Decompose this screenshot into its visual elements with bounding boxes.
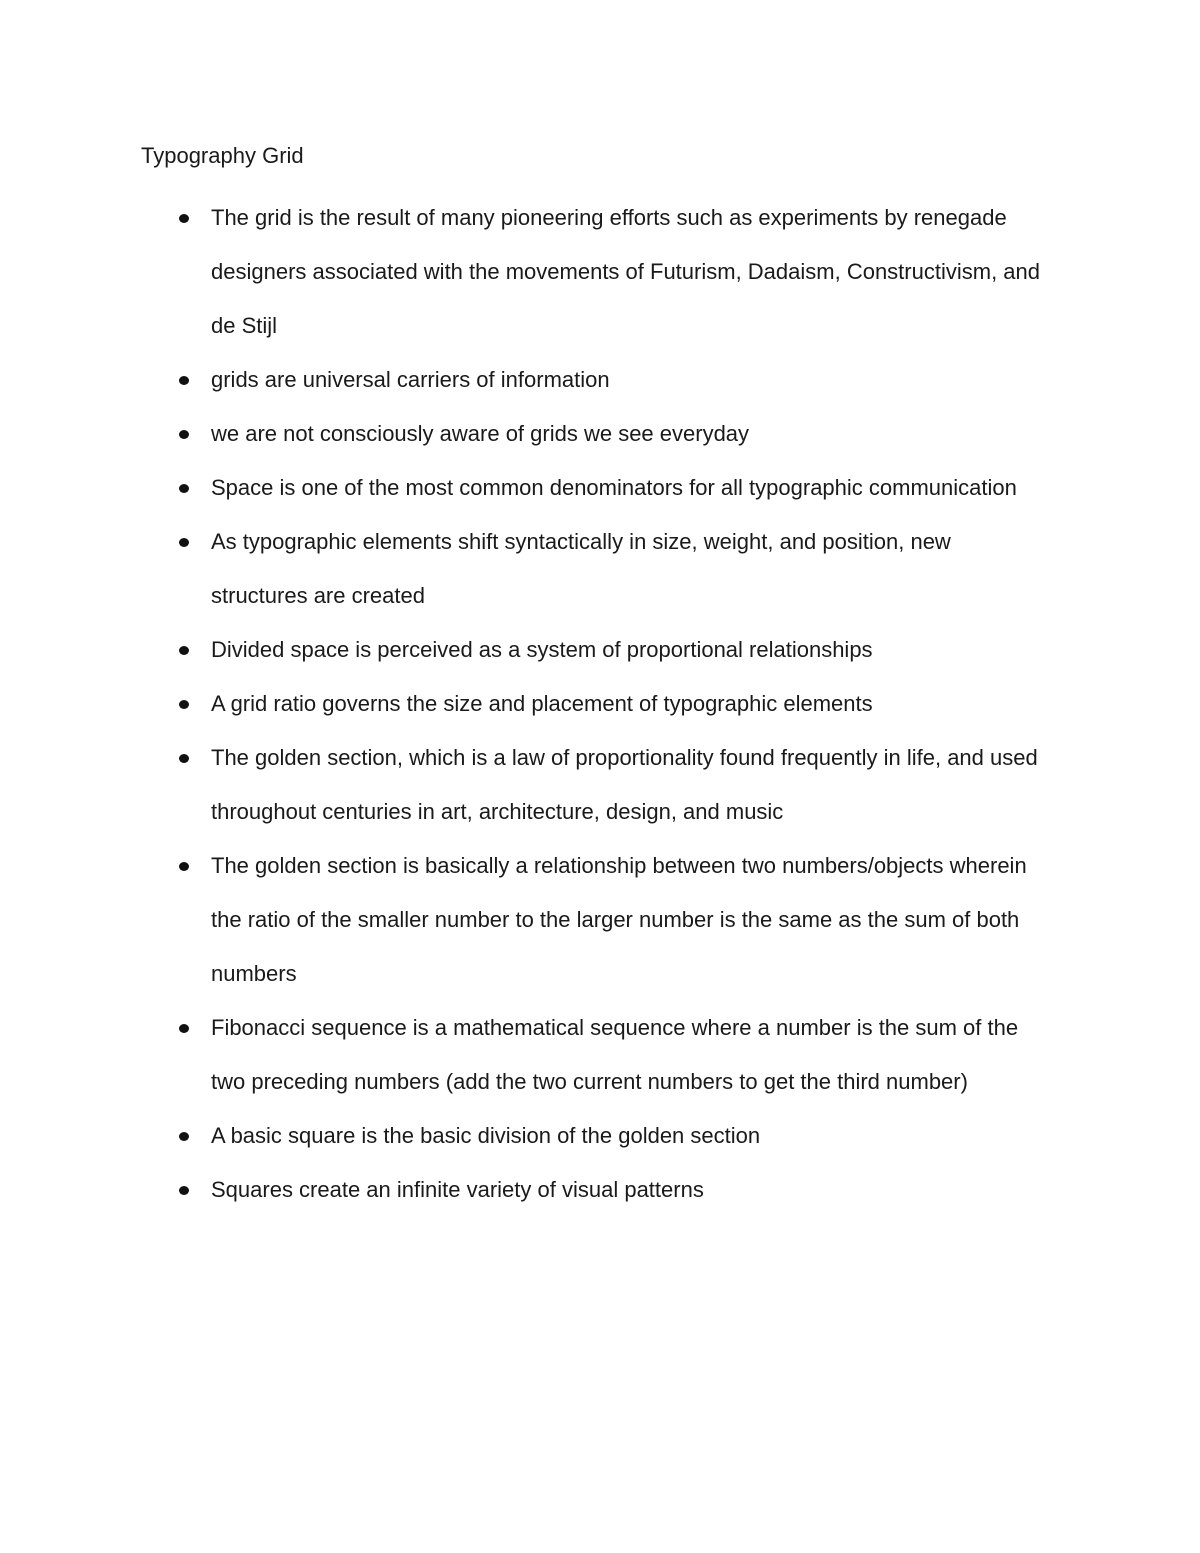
- list-item: [0, 191, 1051, 353]
- bullet-list: [0, 191, 1051, 1217]
- bullet-icon: [179, 484, 189, 493]
- list-item: [0, 1163, 1051, 1217]
- list-item-text: Divided space is perceived as a system of proportional relationships: [211, 637, 873, 662]
- list-item: [0, 677, 1051, 731]
- bullet-icon: [179, 214, 189, 223]
- list-item: [0, 731, 1051, 839]
- list-item-text: grids are universal carriers of information: [211, 367, 610, 392]
- list-item: [0, 839, 1051, 1001]
- list-item-text: A basic square is the basic division of the golden section: [211, 1123, 761, 1148]
- bullet-icon: [179, 538, 189, 547]
- list-item-text: Squares create an infinite variety of visual patterns: [211, 1177, 704, 1202]
- bullet-icon: [179, 430, 189, 439]
- bullet-icon: [179, 1186, 189, 1195]
- list-item-text: The golden section, which is a law of proportionality found frequently in life, and used throughout centuries in art, architecture, design, and music: [211, 745, 1038, 824]
- list-item-text: The golden section is basically a relationship between two numbers/objects wherein the ratio of the smaller number to the larger number is the same as the sum of both numbers: [211, 853, 1027, 986]
- bullet-icon: [179, 1132, 189, 1141]
- list-item: [0, 1001, 1051, 1109]
- list-item: [0, 407, 1051, 461]
- list-item: [0, 461, 1051, 515]
- list-item: [0, 1109, 1051, 1163]
- list-item-text: A grid ratio governs the size and placement of typographic elements: [211, 691, 873, 716]
- list-item-text: Fibonacci sequence is a mathematical sequence where a number is the sum of the two preceding numbers (add the two current numbers to get the third number): [211, 1015, 1019, 1094]
- list-item-text: As typographic elements shift syntactically in size, weight, and position, new structures are created: [211, 529, 951, 608]
- bullet-icon: [179, 862, 189, 871]
- list-item-text: we are not consciously aware of grids we see everyday: [211, 421, 750, 446]
- bullet-icon: [179, 1024, 189, 1033]
- list-item: [0, 353, 1051, 407]
- bullet-icon: [179, 376, 189, 385]
- bullet-icon: [179, 754, 189, 763]
- bullet-icon: [179, 646, 189, 655]
- bullet-icon: [179, 700, 189, 709]
- list-item-text: The grid is the result of many pioneering efforts such as experiments by renegade designers associated with the movements of Futurism, Dadaism, Constructivism, and de Stijl: [211, 205, 1040, 338]
- list-item: [0, 623, 1051, 677]
- document-title: Typography Grid: [141, 143, 304, 168]
- list-item: [0, 515, 1051, 623]
- list-item-text: Space is one of the most common denominators for all typographic communication: [211, 475, 1017, 500]
